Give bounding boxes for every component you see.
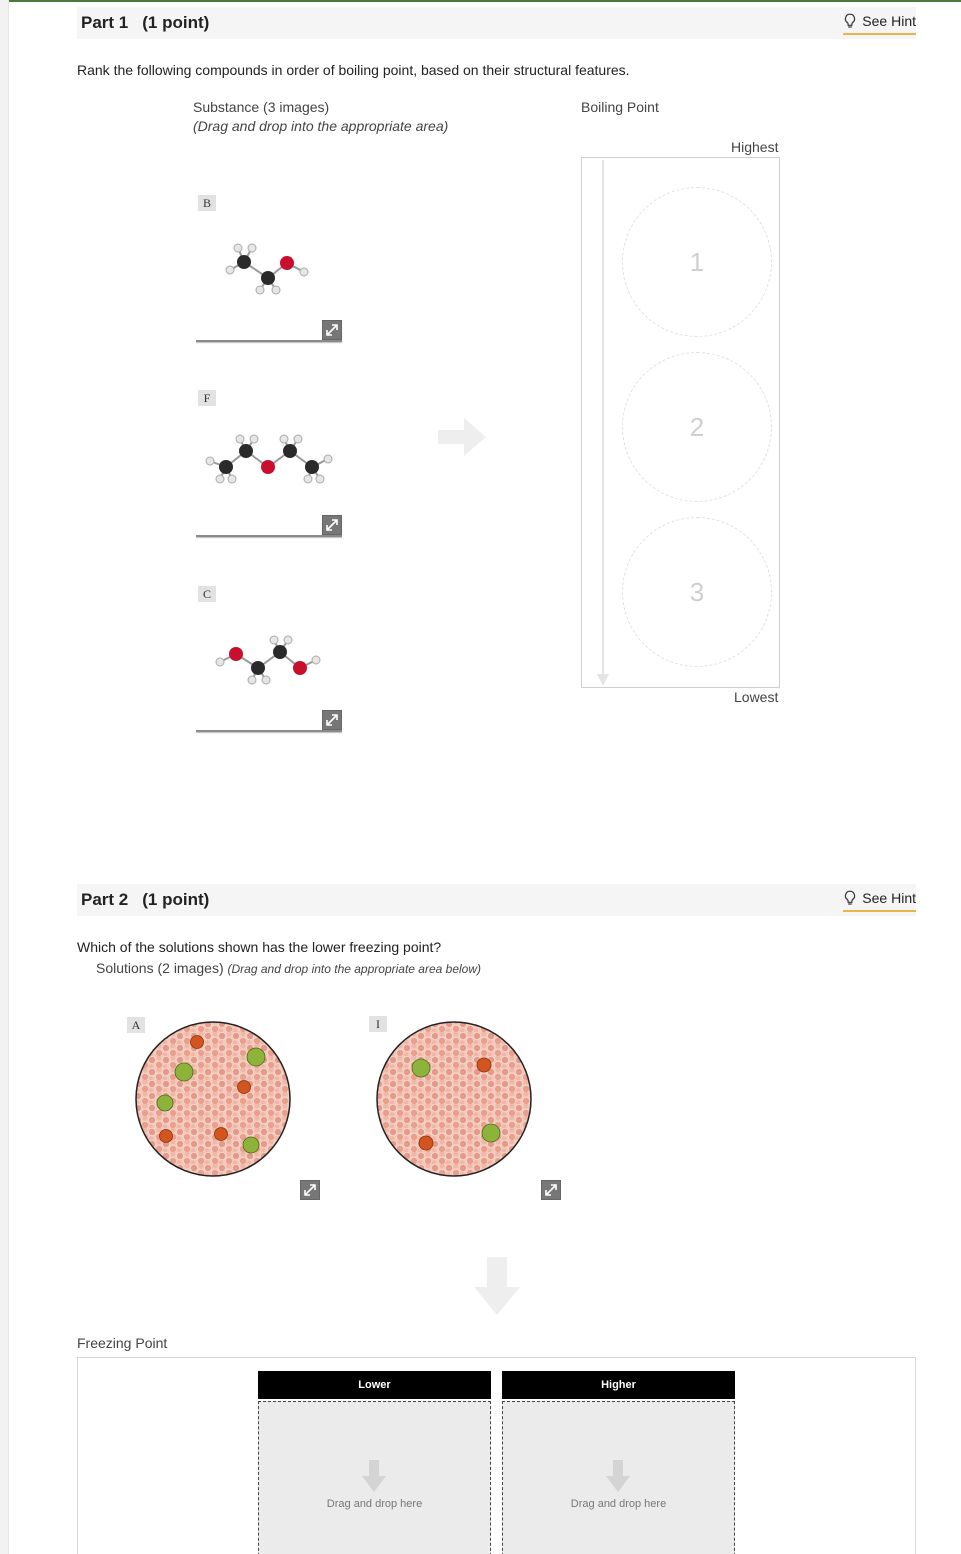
substance-header: Substance (3 images) [193, 99, 330, 115]
expand-icon [542, 1181, 560, 1199]
substance-b-expand-button[interactable] [322, 320, 342, 340]
arrow-down-icon [474, 1257, 520, 1315]
solution-i-letter: I [369, 1016, 387, 1032]
part1-label: Part 1 [81, 13, 129, 32]
lowest-label: Lowest [734, 689, 779, 705]
rank-slot-3-number: 3 [689, 576, 705, 607]
lightbulb-icon [843, 890, 857, 906]
substance-b-baseline [196, 340, 342, 342]
left-rail [0, 0, 9, 1554]
expand-icon [323, 516, 341, 534]
substance-c-expand-button[interactable] [322, 710, 342, 730]
substance-c-card[interactable] [196, 622, 342, 732]
rank-slot-2[interactable] [622, 352, 772, 502]
solution-a-letter: A [127, 1017, 145, 1033]
substance-b-card[interactable] [196, 232, 342, 342]
expand-icon [323, 711, 341, 729]
solutions-header-line [96, 960, 481, 976]
arrow-down-scale-icon [596, 158, 610, 688]
rank-slot-1[interactable] [622, 187, 772, 337]
substance-f-letter: F [198, 390, 216, 406]
lightbulb-icon [843, 13, 857, 29]
solution-i-beaker[interactable] [375, 1020, 535, 1180]
solution-a-expand-button[interactable] [300, 1180, 320, 1200]
ethylene-glycol-molecule-model [196, 626, 342, 696]
freezing-point-header: Freezing Point [77, 1335, 168, 1351]
boiling-point-ranking-area[interactable] [581, 157, 780, 688]
substance-f-baseline [196, 535, 342, 537]
substance-f-card[interactable] [196, 425, 342, 537]
part2-question: Which of the solutions shown has the lower freezing point? [77, 939, 442, 955]
bin-higher-header: Higher [502, 1371, 735, 1399]
bin-lower-header: Lower [258, 1371, 491, 1399]
part1-header [77, 7, 916, 39]
bin-lower-drop-text: Drag and drop here [326, 1498, 423, 1510]
expand-icon [301, 1181, 319, 1199]
part2-header [77, 884, 916, 916]
top-accent-rule [0, 0, 961, 2]
substance-c-baseline [196, 730, 342, 732]
highest-label: Highest [731, 139, 779, 155]
solution-a-beaker[interactable] [134, 1020, 294, 1180]
part2-title [81, 890, 209, 910]
bin-higher-drop-text: Drag and drop here [570, 1498, 667, 1510]
solutions-header: Solutions (2 images) [96, 960, 224, 976]
bin-higher-dropzone[interactable] [502, 1401, 735, 1554]
rank-slot-2-number: 2 [689, 411, 705, 442]
part2-see-hint-label: See Hint [862, 890, 916, 906]
substance-b-letter: B [198, 195, 216, 211]
substance-instructions: (Drag and drop into the appropriate area) [193, 118, 449, 134]
bin-lower-dropzone[interactable] [258, 1401, 491, 1554]
rank-slot-1-number: 1 [689, 246, 705, 277]
part1-title [81, 13, 209, 33]
part2-label: Part 2 [81, 890, 129, 909]
arrow-right-icon [438, 418, 486, 456]
arrow-down-icon [362, 1460, 386, 1492]
freezing-point-drop-area [77, 1357, 916, 1554]
substance-c-letter: C [198, 586, 216, 602]
part1-see-hint-button[interactable] [843, 9, 916, 35]
part1-see-hint-label: See Hint [862, 13, 916, 29]
part2-see-hint-button[interactable] [843, 886, 916, 912]
part1-points: (1 point) [142, 13, 210, 32]
diethyl-ether-molecule-model [196, 427, 342, 497]
ethanol-molecule-model [196, 238, 342, 308]
boiling-point-header: Boiling Point [581, 99, 659, 115]
part2-points: (1 point) [142, 890, 210, 909]
solution-i-expand-button[interactable] [541, 1180, 561, 1200]
arrow-down-icon [606, 1460, 630, 1492]
substance-f-expand-button[interactable] [322, 515, 342, 535]
rank-slot-3[interactable] [622, 517, 772, 667]
expand-icon [323, 321, 341, 339]
part1-question: Rank the following compounds in order of boiling point, based on their structural features. [77, 62, 630, 78]
solutions-instructions: (Drag and drop into the appropriate area below) [227, 962, 482, 976]
